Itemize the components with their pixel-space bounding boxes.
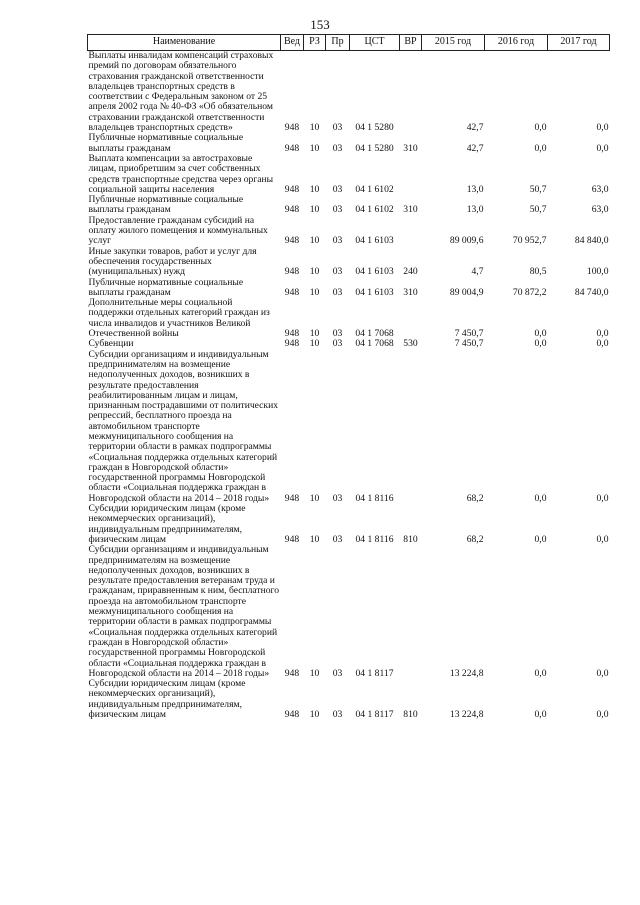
row-rz: 10 (309, 667, 320, 679)
row-2015: 42,7 (466, 122, 484, 134)
row-vr (400, 298, 422, 339)
table-row (88, 350, 610, 504)
row-2016: 80,5 (529, 266, 547, 278)
row-pr: 03 (332, 328, 343, 340)
row-2016: 0,0 (534, 492, 547, 504)
row-pr: 03 (332, 709, 343, 720)
row-pr: 03 (332, 533, 343, 545)
row-ved: 948 (284, 338, 300, 350)
row-name: Субсидии юридическим лицам (кроме некоммерческих организаций), индивидуальным предпринимателям, физическим лицам (88, 678, 246, 720)
table-row (88, 679, 610, 720)
row-2017: 0,0 (596, 667, 609, 679)
row-2016: 50,7 (529, 183, 547, 195)
row-ved: 948 (284, 533, 300, 545)
row-2016: 0,0 (534, 122, 547, 134)
row-vr: 310 (403, 286, 418, 298)
row-name: Иные закупки товаров, работ и услуг для обеспечения государственных (муниципальных) нужд (88, 245, 257, 278)
header-2016: 2016 год (485, 35, 548, 51)
row-name: Субвенции (88, 338, 134, 350)
row-2017: 0,0 (596, 122, 609, 134)
row-vr: 310 (403, 204, 418, 216)
row-2017: 0,0 (596, 338, 609, 350)
row-rz: 10 (309, 533, 320, 545)
row-name: Дополнительные меры социальной поддержки отдельных категорий граждан из числа инвалидов и участников Великой Отечественной войны (88, 297, 270, 340)
row-2016: 50,7 (529, 204, 547, 216)
row-name: Субсидии организациям и индивидуальным предпринимателям на возмещение недополученных доходов, возникших в результате предоставления ветеранам труда и гражданам, приравненным к ним, бесплатного проезда на автомобильном транспорте межмуниципального сообщения на территории области в рамках подпрограммы «Социальная поддержка отдельных категорий граждан в Новгородской области» государственной программы Новгородской области «Социальная поддержка граждан в Новгородской области на 2014 – 2018 годы» (88, 544, 279, 679)
header-2017: 2017 год (548, 35, 610, 51)
table-row (88, 51, 610, 134)
row-2017: 63,0 (591, 183, 609, 195)
row-name: Публичные нормативные социальные выплаты гражданам (88, 132, 244, 154)
row-2015: 89 004,9 (449, 286, 484, 298)
table-row (88, 195, 610, 216)
row-2017: 0,0 (596, 142, 609, 154)
row-cst: 04 1 6102 (355, 204, 394, 216)
header-vr: ВР (400, 35, 422, 51)
row-2015: 7 450,7 (454, 328, 484, 340)
row-cst: 04 1 8116 (355, 492, 394, 504)
row-cst: 04 1 8117 (355, 667, 394, 679)
row-pr: 03 (332, 204, 343, 216)
row-2015: 13,0 (466, 204, 484, 216)
row-ved: 948 (284, 709, 300, 720)
row-vr: 810 (403, 533, 418, 545)
row-2015: 13 224,8 (449, 709, 484, 720)
row-cst: 04 1 7068 (355, 338, 394, 350)
row-2015: 42,7 (466, 142, 484, 154)
row-2017: 63,0 (591, 204, 609, 216)
row-rz: 10 (309, 266, 320, 278)
row-pr: 03 (332, 338, 343, 350)
table-header-row (88, 35, 610, 51)
row-2015: 68,2 (466, 533, 484, 545)
row-rz: 10 (309, 122, 320, 134)
row-2015: 4,7 (471, 266, 484, 278)
row-2016: 70 952,7 (512, 235, 547, 247)
row-name: Выплата компенсации за автостраховые лицам, приобретшим за счет собственных средств транспортные средства через органы социальной защиты населения (88, 152, 274, 195)
row-name: Публичные нормативные социальные выплаты гражданам (88, 194, 244, 216)
row-pr: 03 (332, 235, 343, 247)
header-2015: 2015 год (422, 35, 485, 51)
table-row (88, 216, 610, 247)
row-rz: 10 (309, 142, 320, 154)
row-2016: 0,0 (534, 667, 547, 679)
header-pr: Пр (326, 35, 350, 51)
row-2017: 84 740,0 (574, 286, 609, 298)
header-rz: РЗ (304, 35, 326, 51)
table-row (88, 545, 610, 679)
row-2017: 0,0 (596, 328, 609, 340)
row-name: Субсидии организациям и индивидуальным предпринимателям на возмещение недополученных доходов, возникших в результате предоставления реабилитированным лицам и лицам, признанным пострадавшими от политических репрессий, бесплатного проезда на автомобильном транспорте межмуниципального сообщения на территории области в рамках подпрограммы «Социальная поддержка отдельных категорий граждан в Новгородской области» государственной программы Новгородской области «Социальная поддержка граждан в Новгородской области на 2014 – 2018 годы» (88, 348, 279, 504)
row-2015: 68,2 (466, 492, 484, 504)
row-ved: 948 (284, 667, 300, 679)
row-vr: 310 (403, 142, 418, 154)
row-rz: 10 (309, 235, 320, 247)
row-rz: 10 (309, 183, 320, 195)
budget-table (87, 34, 610, 720)
row-vr: 530 (403, 338, 418, 350)
row-name: Публичные нормативные социальные выплаты гражданам (88, 276, 244, 298)
row-vr (400, 154, 422, 195)
row-cst: 04 1 7068 (355, 328, 394, 340)
table-row (88, 154, 610, 195)
row-pr: 03 (332, 667, 343, 679)
row-2016: 0,0 (534, 709, 547, 720)
table-row (88, 504, 610, 545)
row-ved: 948 (284, 235, 300, 247)
table-row (88, 278, 610, 299)
row-2017: 84 840,0 (574, 235, 609, 247)
row-vr (400, 51, 422, 134)
row-cst: 04 1 6102 (355, 183, 394, 195)
row-ved: 948 (284, 328, 300, 340)
row-cst: 04 1 5280 (355, 122, 394, 134)
header-name: Наименование (88, 35, 281, 51)
row-vr (400, 545, 422, 679)
row-ved: 948 (284, 122, 300, 134)
row-pr: 03 (332, 286, 343, 298)
row-2015: 7 450,7 (454, 338, 484, 350)
row-vr (400, 350, 422, 504)
row-ved: 948 (284, 286, 300, 298)
row-cst: 04 1 6103 (355, 266, 394, 278)
row-2017: 100,0 (586, 266, 609, 278)
row-rz: 10 (309, 286, 320, 298)
row-2015: 13 224,8 (449, 667, 484, 679)
row-ved: 948 (284, 204, 300, 216)
row-cst: 04 1 8117 (355, 709, 394, 720)
header-cst: ЦСТ (350, 35, 400, 51)
row-rz: 10 (309, 492, 320, 504)
row-2016: 0,0 (534, 533, 547, 545)
row-rz: 10 (309, 204, 320, 216)
row-vr: 240 (403, 266, 418, 278)
row-name: Выплаты инвалидам компенсаций страховых премий по договорам обязательного страхования гражданской ответственности владельцев транспортных средств в соответствии с Федеральным законом от 25 апреля 2002 года № 40-ФЗ «Об обязательном страховании гражданской ответственности владельцев транспортных средств» (88, 50, 274, 134)
row-pr: 03 (332, 142, 343, 154)
row-pr: 03 (332, 492, 343, 504)
table-row (88, 298, 610, 339)
row-vr: 810 (403, 709, 418, 720)
row-2016: 0,0 (534, 338, 547, 350)
row-2015: 13,0 (466, 183, 484, 195)
row-pr: 03 (332, 122, 343, 134)
row-name: Субсидии юридическим лицам (кроме некоммерческих организаций), индивидуальным предпринимателям, физическим лицам (88, 503, 246, 545)
row-pr: 03 (332, 266, 343, 278)
row-rz: 10 (309, 338, 320, 350)
row-rz: 10 (309, 709, 320, 720)
row-2016: 70 872,2 (512, 286, 547, 298)
row-2015: 89 009,6 (449, 235, 484, 247)
table-row (88, 133, 610, 154)
row-cst: 04 1 6103 (355, 286, 394, 298)
row-pr: 03 (332, 183, 343, 195)
row-2017: 0,0 (596, 709, 609, 720)
row-cst: 04 1 8116 (355, 533, 394, 545)
row-ved: 948 (284, 266, 300, 278)
row-rz: 10 (309, 328, 320, 340)
page-number: 153 (310, 17, 330, 32)
table-row (88, 247, 610, 278)
row-2017: 0,0 (596, 533, 609, 545)
row-ved: 948 (284, 142, 300, 154)
row-vr (400, 216, 422, 247)
row-2016: 0,0 (534, 328, 547, 340)
row-2017: 0,0 (596, 492, 609, 504)
row-cst: 04 1 5280 (355, 142, 394, 154)
row-cst: 04 1 6103 (355, 235, 394, 247)
row-2016: 0,0 (534, 142, 547, 154)
header-ved: Вед (281, 35, 304, 51)
row-ved: 948 (284, 183, 300, 195)
row-name: Предоставление гражданам субсидий на оплату жилого помещения и коммунальных услуг (88, 214, 268, 247)
row-ved: 948 (284, 492, 300, 504)
